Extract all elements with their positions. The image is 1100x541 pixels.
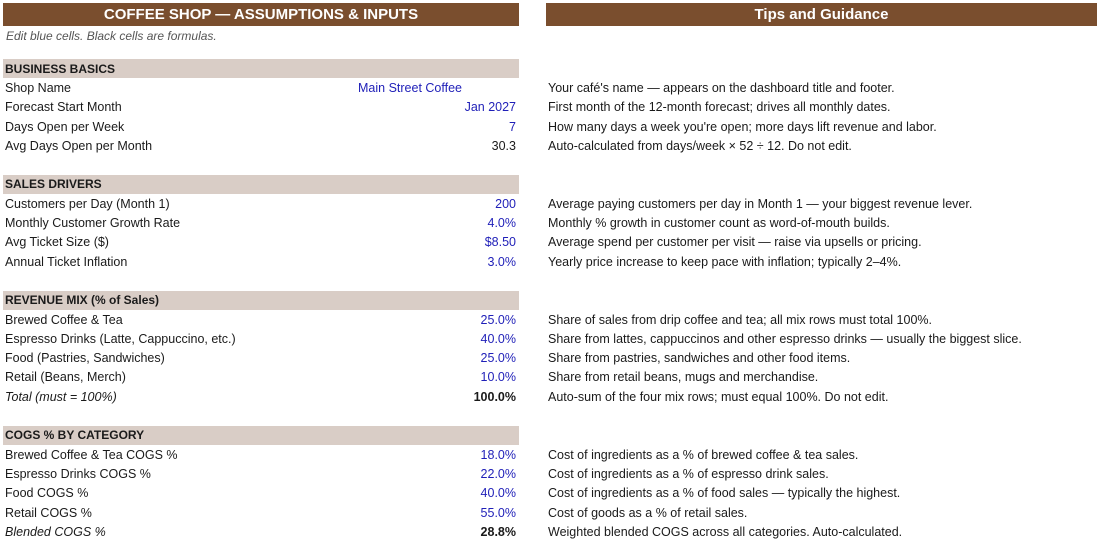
tip-text: Cost of goods as a % of retail sales. [548, 505, 748, 520]
input-row [3, 136, 519, 155]
input-row [3, 368, 519, 387]
input-cell[interactable]: Main Street Coffee [358, 80, 462, 95]
row-label: Total (must = 100%) [5, 389, 117, 404]
edit-note: Edit blue cells. Black cells are formulas. [6, 29, 217, 43]
row-label: Food (Pastries, Sandwiches) [5, 351, 165, 366]
tip-text: Auto-calculated from days/week × 52 ÷ 12. Do not edit. [548, 138, 852, 153]
tip-text: First month of the 12-month forecast; drives all monthly dates. [548, 100, 891, 115]
input-cell[interactable]: 40.0% [480, 331, 516, 346]
input-row [3, 349, 519, 368]
tip-text: Average paying customers per day in Month 1 — your biggest revenue lever. [548, 196, 973, 211]
input-cell[interactable]: 3.0% [487, 254, 516, 269]
tip-text: Cost of ingredients as a % of brewed coffee & tea sales. [548, 447, 859, 462]
formula-cell: 28.8% [480, 524, 516, 539]
input-cell[interactable]: 18.0% [480, 447, 516, 462]
row-label: Brewed Coffee & Tea COGS % [5, 447, 178, 462]
section-title: BUSINESS BASICS [5, 61, 116, 76]
row-label: Food COGS % [5, 486, 89, 501]
tip-text: Share from lattes, cappuccinos and other espresso drinks — usually the biggest slice. [548, 331, 1022, 346]
row-label: Customers per Day (Month 1) [5, 196, 170, 211]
input-cell[interactable]: 7 [509, 119, 516, 134]
input-cell[interactable]: $8.50 [484, 235, 516, 250]
tip-text: Cost of ingredients as a % of espresso drink sales. [548, 466, 829, 481]
tip-text: Share of sales from drip coffee and tea; all mix rows must total 100%. [548, 312, 932, 327]
input-row [3, 445, 519, 464]
row-label: Blended COGS % [5, 524, 106, 539]
input-row [3, 213, 519, 232]
input-cell[interactable]: 10.0% [480, 370, 516, 385]
input-cell[interactable]: 25.0% [480, 312, 516, 327]
input-row [3, 484, 519, 503]
tip-text: Your café's name — appears on the dashboard title and footer. [548, 80, 895, 95]
tip-text: Cost of ingredients as a % of food sales — typically the highest. [548, 486, 901, 501]
tip-text: Monthly % growth in customer count as word-of-mouth builds. [548, 216, 890, 231]
input-row [3, 522, 519, 541]
input-row [3, 98, 519, 117]
row-label: Espresso Drinks (Latte, Cappuccino, etc.) [5, 331, 236, 346]
row-label: Avg Ticket Size ($) [5, 235, 109, 250]
input-row [3, 252, 519, 271]
input-row [3, 78, 519, 97]
formula-cell: 100.0% [473, 389, 516, 404]
row-label: Retail COGS % [5, 505, 92, 520]
row-label: Brewed Coffee & Tea [5, 312, 123, 327]
row-label: Forecast Start Month [5, 100, 122, 115]
section-title: COGS % BY CATEGORY [5, 428, 145, 443]
tip-text: How many days a week you're open; more days lift revenue and labor. [548, 119, 937, 134]
input-row [3, 117, 519, 136]
input-cell[interactable]: 22.0% [480, 466, 516, 481]
section-header [3, 291, 519, 310]
input-row [3, 310, 519, 329]
input-cell[interactable]: 200 [495, 196, 516, 211]
row-label: Espresso Drinks COGS % [5, 466, 151, 481]
input-row [3, 329, 519, 348]
row-label: Shop Name [5, 80, 72, 95]
row-label: Annual Ticket Inflation [5, 254, 128, 269]
input-cell[interactable]: 40.0% [480, 486, 516, 501]
tip-text: Share from pastries, sandwiches and other food items. [548, 351, 851, 366]
row-label: Days Open per Week [5, 119, 125, 134]
input-row [3, 233, 519, 252]
input-row [3, 387, 519, 406]
input-cell[interactable]: 55.0% [480, 505, 516, 520]
tip-text: Average spend per customer per visit — raise via upsells or pricing. [548, 235, 922, 250]
input-cell[interactable]: Jan 2027 [464, 100, 516, 115]
assumptions-header: COFFEE SHOP — ASSUMPTIONS & INPUTS [3, 3, 519, 26]
input-row [3, 503, 519, 522]
section-header [3, 175, 519, 194]
tip-text: Yearly price increase to keep pace with inflation; typically 2–4%. [548, 254, 902, 269]
row-label: Avg Days Open per Month [5, 138, 153, 153]
input-row [3, 194, 519, 213]
row-label: Monthly Customer Growth Rate [5, 216, 181, 231]
input-cell[interactable]: 25.0% [480, 351, 516, 366]
section-title: REVENUE MIX (% of Sales) [5, 293, 160, 308]
tip-text: Share from retail beans, mugs and merchandise. [548, 370, 819, 385]
section-header [3, 426, 519, 445]
tip-text: Weighted blended COGS across all categories. Auto-calculated. [548, 524, 903, 539]
section-header [3, 59, 519, 78]
tips-header: Tips and Guidance [546, 3, 1097, 26]
row-label: Retail (Beans, Merch) [5, 370, 126, 385]
tip-text: Auto-sum of the four mix rows; must equal 100%. Do not edit. [548, 389, 889, 404]
input-cell[interactable]: 4.0% [487, 216, 516, 231]
input-row [3, 464, 519, 483]
section-title: SALES DRIVERS [5, 177, 102, 192]
formula-cell: 30.3 [491, 138, 516, 153]
